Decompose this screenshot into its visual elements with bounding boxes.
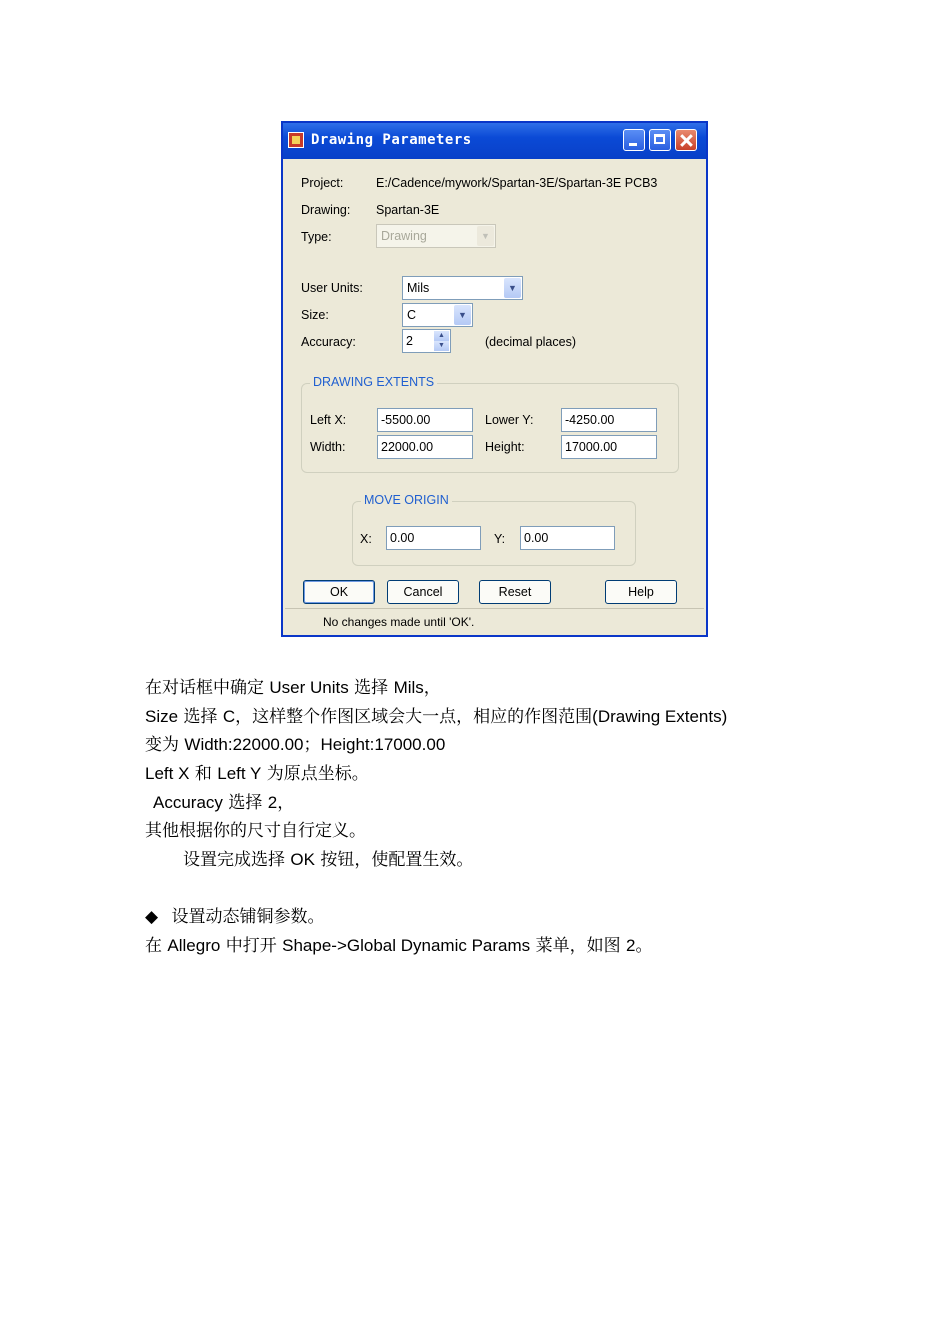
origin-y-field[interactable]: 0.00 — [520, 526, 615, 550]
reset-button[interactable]: Reset — [479, 580, 551, 604]
text-run: 为原点坐标。 — [261, 764, 369, 784]
text-run: 按钮，使配置生效。 — [314, 850, 474, 870]
app-icon — [288, 132, 304, 148]
paragraph-ok — [183, 845, 473, 870]
text-run: 菜单，如图 — [530, 936, 626, 956]
user-units-select[interactable] — [402, 276, 523, 300]
cancel-button[interactable]: Cancel — [387, 580, 459, 604]
text-run: C — [222, 707, 236, 726]
user-units-label: User Units: — [301, 281, 363, 295]
height-field[interactable]: 17000.00 — [561, 435, 657, 459]
diamond-bullet-icon: ◆ — [145, 907, 159, 927]
status-text: No changes made until 'OK'. — [323, 615, 475, 629]
stepper-arrows-icon[interactable]: ▲ ▼ — [434, 331, 449, 351]
text-run: OK — [290, 850, 315, 869]
text-run: 2 — [625, 936, 636, 955]
text-run: 和 — [189, 764, 218, 784]
text-run: User Units — [269, 678, 349, 697]
width-label: Width: — [310, 440, 346, 454]
text-run: 选择 — [222, 793, 268, 813]
size-select[interactable] — [402, 303, 473, 327]
text-run: ，这样整个作图区域会大一点，相应的作图范围 — [235, 707, 593, 727]
ok-button[interactable]: OK — [303, 580, 375, 604]
size-label: Size: — [301, 308, 329, 322]
paragraph-accuracy — [153, 788, 294, 813]
status-bar — [285, 608, 704, 633]
text-run: 选择 — [348, 678, 394, 698]
text-run: 变为 — [145, 735, 185, 755]
text-run: (Drawing Extents) — [592, 707, 728, 726]
type-select-value: Drawing — [381, 229, 427, 243]
origin-y-label: Y: — [494, 532, 506, 546]
drawing-label: Drawing: — [301, 203, 351, 217]
help-button[interactable]: Help — [605, 580, 677, 604]
move-origin-title: MOVE ORIGIN — [361, 493, 452, 507]
accuracy-note: (decimal places) — [485, 335, 577, 349]
paragraph-allegro — [145, 931, 652, 956]
text-run: Shape->Global Dynamic Params — [282, 936, 531, 955]
close-icon[interactable] — [675, 129, 697, 151]
text-run: Allegro — [167, 936, 221, 955]
height-label: Height: — [485, 440, 525, 454]
paragraph-origin — [145, 759, 369, 784]
maximize-icon[interactable] — [649, 129, 671, 151]
lower-y-field[interactable]: -4250.00 — [561, 408, 657, 432]
paragraph-extents — [145, 730, 445, 755]
accuracy-label: Accuracy: — [301, 335, 356, 349]
minimize-icon[interactable] — [623, 129, 645, 151]
paragraph-user-units — [145, 673, 441, 698]
origin-x-field[interactable]: 0.00 — [386, 526, 481, 550]
paragraph-bullet — [145, 902, 324, 927]
chevron-down-icon: ▼ — [477, 226, 494, 246]
project-value: E:/Cadence/mywork/Spartan-3E/Spartan-3E PCB3 — [376, 176, 658, 190]
text-run: Accuracy — [153, 793, 223, 812]
text-run: ， — [423, 678, 441, 698]
text-run: 在对话框中确定 — [145, 678, 270, 698]
project-label: Project: — [301, 176, 344, 190]
title-bar[interactable] — [283, 123, 706, 159]
accuracy-stepper[interactable] — [402, 329, 451, 353]
left-x-field[interactable]: -5500.00 — [377, 408, 473, 432]
type-select — [376, 224, 496, 248]
drawing-extents-title: DRAWING EXTENTS — [310, 375, 437, 389]
left-x-label: Left X: — [310, 413, 347, 427]
text-run: 在 — [145, 936, 168, 956]
type-label: Type: — [301, 230, 332, 244]
chevron-down-icon[interactable]: ▼ — [454, 305, 471, 325]
paragraph-size — [145, 702, 727, 727]
text-run: 。 — [635, 936, 653, 956]
text-run: 设置动态铺铜参数。 — [171, 907, 325, 927]
text-run: Size — [145, 707, 179, 726]
text-run: Mils — [393, 678, 424, 697]
text-run: Width:22000.00 — [184, 735, 304, 754]
lower-y-label: Lower Y: — [485, 413, 534, 427]
text-run: 选择 — [178, 707, 223, 727]
text-run: 中打开 — [220, 936, 283, 956]
text-run: ； — [303, 735, 321, 755]
text-run: Left X — [145, 764, 190, 783]
text-run: ， — [277, 793, 295, 813]
text-run: 2 — [267, 793, 278, 812]
text-run: Height:17000.00 — [320, 735, 446, 754]
drawing-parameters-dialog — [281, 121, 708, 637]
width-field[interactable]: 22000.00 — [377, 435, 473, 459]
size-value: C — [407, 308, 417, 322]
text-run: Left Y — [217, 764, 262, 783]
text-run: 设置完成选择 — [183, 850, 291, 870]
paragraph-other: 其他根据你的尺寸自行定义。 — [145, 821, 366, 841]
dialog-title: Drawing Parameters — [311, 132, 472, 148]
chevron-down-icon[interactable]: ▼ — [504, 278, 521, 298]
user-units-value: Mils — [407, 281, 430, 295]
accuracy-value: 2 — [406, 334, 413, 348]
origin-x-label: X: — [360, 532, 372, 546]
drawing-value: Spartan-3E — [376, 203, 440, 217]
